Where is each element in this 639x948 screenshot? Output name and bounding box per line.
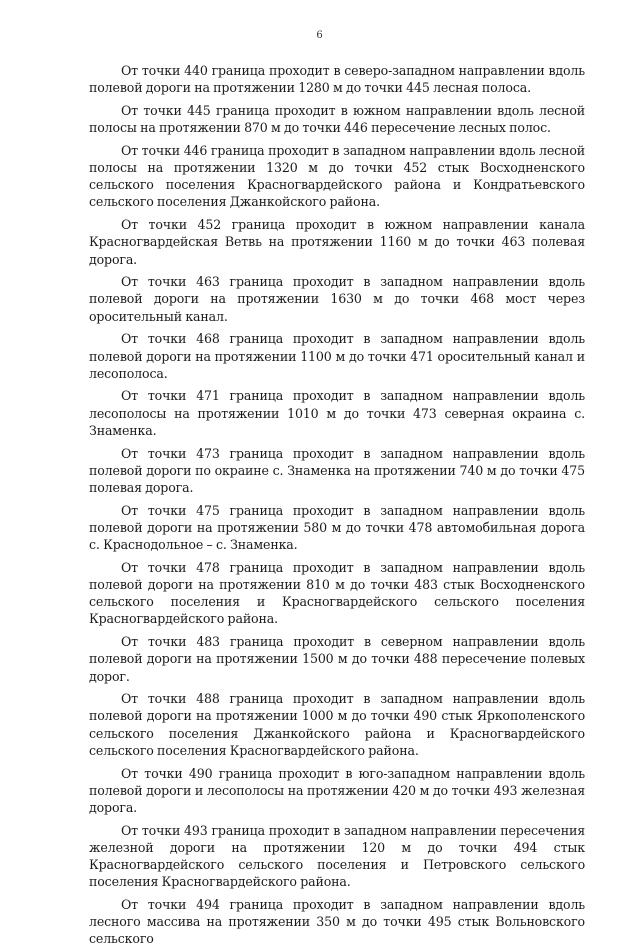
page-number: 6 <box>316 30 323 41</box>
paragraph-point-440: От точки 440 граница проходит в северо-западном направлении вдоль полевой дороги на протяжении 1280 м до точки 445 лесная полоса. <box>89 63 585 96</box>
paragraph-point-473: От точки 473 граница проходит в западном направлении вдоль полевой дороги по окраине с. Знаменка на протяжении 740 м до точки 475 полевая дорога. <box>89 445 585 495</box>
document-body <box>89 62 585 948</box>
paragraph-point-493: От точки 493 граница проходит в западном направлении пересечения железной дороги на протяжении 120 м до точки 494 стык Красногвардейского сельского поселения и Петровского сельского поселения Красногвардейского района. <box>89 822 585 890</box>
paragraph-point-468: От точки 468 граница проходит в западном направлении вдоль полевой дороги на протяжении 1100 м до точки 471 оросительный канал и лесополоса. <box>89 331 585 381</box>
paragraph-point-463: От точки 463 граница проходит в западном направлении вдоль полевой дороги на протяжении 1630 м до точки 468 мост через оросительный канал. <box>89 274 585 324</box>
paragraph-point-483: От точки 483 граница проходит в северном направлении вдоль полевой дороги на протяжении 1500 м до точки 488 пересечение полевых дорог. <box>89 634 585 684</box>
paragraph-point-471: От точки 471 граница проходит в западном направлении вдоль лесополосы на протяжении 1010 м до точки 473 северная окраина с. Знаменка. <box>89 388 585 438</box>
paragraph-point-478: От точки 478 граница проходит в западном направлении вдоль полевой дороги на протяжении 810 м до точки 483 стык Восходненского сельского поселения и Красногвардейского сельского поселения Красногвардейского района. <box>89 559 585 627</box>
paragraph-point-475: От точки 475 граница проходит в западном направлении вдоль полевой дороги на протяжении 580 м до точки 478 автомобильная дорога с. Краснодольное – с. Знаменка. <box>89 502 585 553</box>
paragraph-point-490: От точки 490 граница проходит в юго-западном направлении вдоль полевой дороги и лесополосы на протяжении 420 м до точки 493 железная дорога. <box>89 765 585 815</box>
paragraph-point-452: От точки 452 граница проходит в южном направлении канала Красногвардейская Ветвь на протяжении 1160 м до точки 463 полевая дорога. <box>89 217 585 267</box>
paragraph-point-494: От точки 494 граница проходит в западном направлении вдоль лесного массива на протяжении 350 м до точки 495 стык Вольновского сельского <box>89 896 585 947</box>
paragraph-point-488: От точки 488 граница проходит в западном направлении вдоль полевой дороги на протяжении 1000 м до точки 490 стык Яркополенского сельского поселения Джанкойского района и Красногвардейского сельского поселения Красногвардейского района. <box>89 691 585 758</box>
paragraph-point-445: От точки 445 граница проходит в южном направлении вдоль лесной полосы на протяжении 870 м до точки 446 пересечение лесных полос. <box>89 102 585 136</box>
paragraph-point-446: От точки 446 граница проходит в западном направлении вдоль лесной полосы на протяжении 1320 м до точки 452 стык Восходненского сельского поселения Красногвардейского района и Кондратьевского сельского поселения Джанкойского района. <box>89 142 585 210</box>
